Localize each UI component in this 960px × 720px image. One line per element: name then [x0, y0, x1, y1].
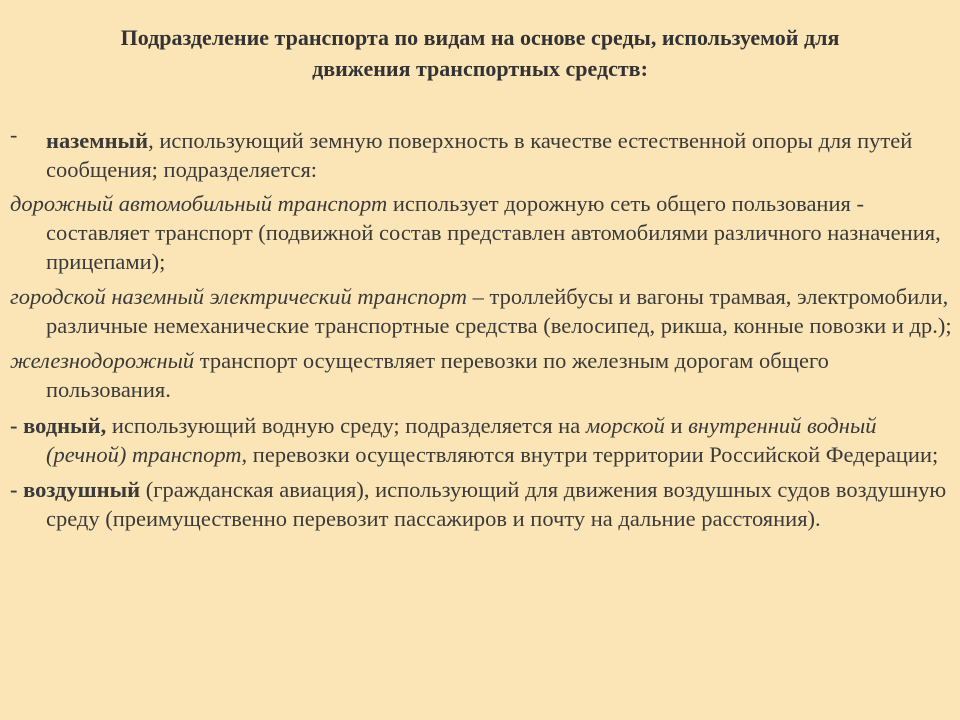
term-sea: морской [585, 413, 665, 438]
title-line-2: движения транспортных средств: [312, 56, 648, 81]
term-electric: городской наземный электрический транспорт [10, 284, 467, 309]
item-land [10, 122, 955, 184]
item-air [10, 475, 955, 533]
item-road [10, 189, 955, 276]
text-land: , использующий земную поверхность в качестве естественной опоры для путей сообщения; подразделяется: [46, 128, 913, 182]
text-air: (гражданская авиация), использующий для движения воздушных судов воздушную среду (преимущественно перевозит пассажиров и почту на дальние расстояния). [46, 477, 947, 531]
item-electric [10, 282, 955, 340]
term-road: дорожный автомобильный транспорт [10, 191, 388, 216]
term-air: - воздушный [10, 477, 141, 502]
item-rail [10, 346, 955, 404]
term-rail: железнодорожный [10, 348, 195, 373]
term-inland: внутренний водный (речной) транспорт [46, 413, 877, 467]
text-water-1: использующий водную среду; подразделяется на [106, 413, 586, 438]
term-land: наземный [46, 128, 149, 153]
text-rail: транспорт осуществляет перевозки по железным дорогам общего пользования. [46, 348, 829, 402]
term-water: - водный, [10, 413, 107, 438]
text-water-2: , перевозки осуществляются внутри территории Российской Федерации; [241, 442, 939, 467]
slide-title [0, 22, 960, 84]
slide-body [10, 122, 955, 533]
text-road: использует дорожную сеть общего пользования - составляет транспорт (подвижной состав представлен автомобилями различного назначения, прицепами); [46, 191, 941, 274]
bullet-dash: - [10, 122, 18, 147]
title-line-1: Подразделение транспорта по видам на основе среды, используемой для [120, 25, 840, 50]
item-water [10, 411, 955, 469]
text-water-and: и [664, 413, 689, 438]
text-electric: – троллейбусы и вагоны трамвая, электромобили, различные немеханические транспортные средства (велосипед, рикша, конные повозки и др.); [46, 284, 952, 338]
